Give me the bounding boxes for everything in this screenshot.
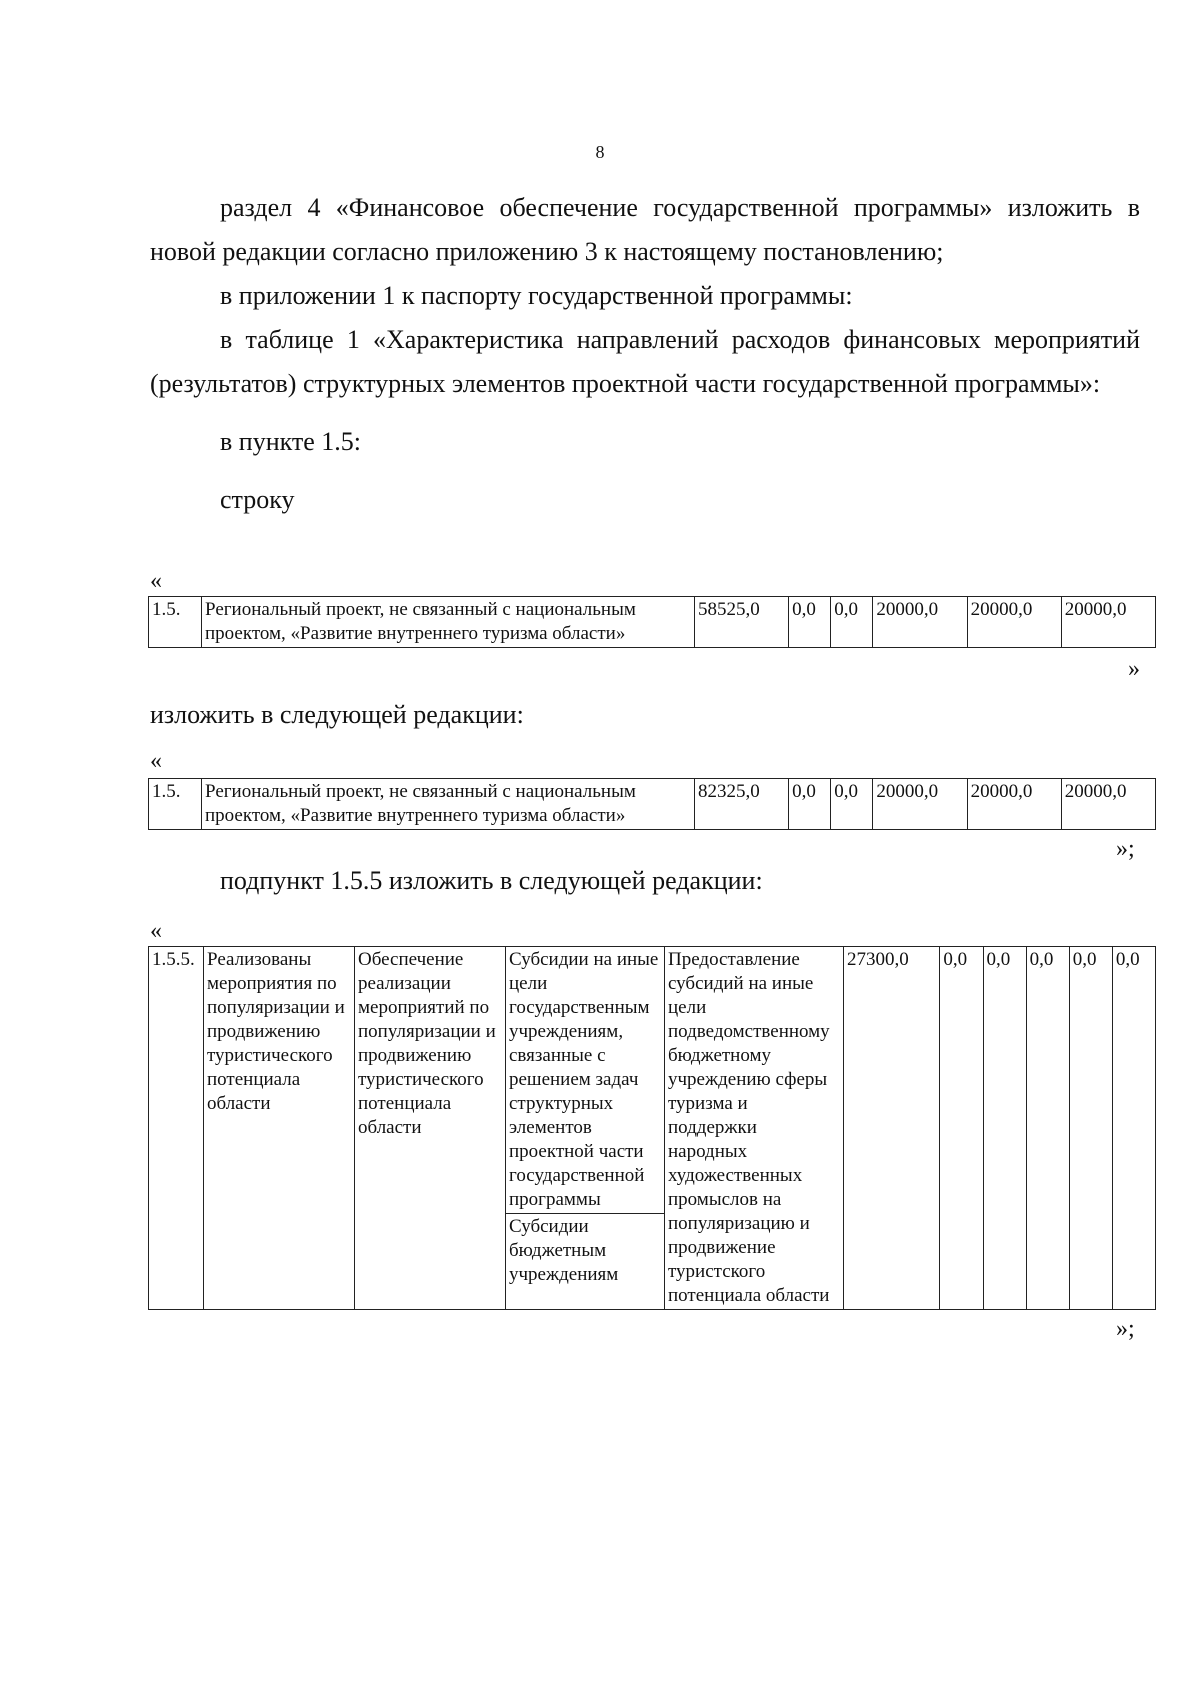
- value-cell: 0,0: [831, 597, 873, 648]
- quote-open-new: «: [150, 748, 162, 774]
- value-cell: 0,0: [1112, 947, 1155, 1310]
- quote-open-old: «: [150, 568, 162, 594]
- quote-close-old: »: [1128, 656, 1140, 682]
- paragraph-appendix-1: в приложении 1 к паспорту государственной программы:: [220, 281, 853, 310]
- value-cell: 0,0: [940, 947, 983, 1310]
- description-cell: Предоставление субсидий на иные цели подведомственному бюджетному учреждению сферы туризма и поддержки народных художественных промыслов на популяризацию и продвижение туристского потенциала области: [665, 947, 844, 1310]
- paragraph-row: строку: [220, 485, 295, 514]
- body-text: [150, 186, 1140, 522]
- table-row: [149, 597, 1156, 648]
- value-cell: 82325,0: [695, 779, 789, 830]
- value-cell: 0,0: [1069, 947, 1112, 1310]
- table-subpoint: [148, 946, 1156, 1310]
- value-cell: 20000,0: [967, 779, 1061, 830]
- value-cell: 20000,0: [1061, 597, 1155, 648]
- value-cell: 27300,0: [844, 947, 940, 1310]
- table-row: [149, 779, 1156, 830]
- expense-direction-cell: [506, 947, 665, 1310]
- page-number: 8: [595, 142, 605, 162]
- paragraph-table-1: в таблице 1 «Характеристика направлений расходов финансовых мероприятий (результатов) структурных элементов проектной части государственной программы»:: [150, 325, 1140, 398]
- value-cell: 0,0: [831, 779, 873, 830]
- table-row: [149, 947, 1156, 1310]
- value-cell: 20000,0: [873, 779, 967, 830]
- row-name: Региональный проект, не связанный с национальным проектом, «Развитие внутреннего туризма области»: [202, 597, 695, 648]
- value-cell: 0,0: [789, 597, 831, 648]
- value-cell: 0,0: [983, 947, 1026, 1310]
- value-cell: 20000,0: [967, 597, 1061, 648]
- value-cell: 20000,0: [1061, 779, 1155, 830]
- value-cell: 20000,0: [873, 597, 967, 648]
- table-old-row: [148, 596, 1156, 648]
- quote-open-sub: «: [150, 918, 162, 944]
- result-cell: Реализованы мероприятия по популяризации и продвижению туристического потенциала области: [204, 947, 355, 1310]
- quote-close-new: »;: [1116, 836, 1135, 862]
- value-cell: 0,0: [1026, 947, 1069, 1310]
- table-new-row: [148, 778, 1156, 830]
- paragraph-point-1-5: в пункте 1.5:: [220, 427, 362, 456]
- quote-close-sub: »;: [1116, 1316, 1135, 1342]
- row-name: Региональный проект, не связанный с национальным проектом, «Развитие внутреннего туризма области»: [202, 779, 695, 830]
- row-number: 1.5.5.: [149, 947, 204, 1310]
- heading-subpoint: подпункт 1.5.5 изложить в следующей редакции:: [220, 866, 763, 895]
- expense-direction-bottom: Субсидии бюджетным учреждениям: [509, 1216, 619, 1285]
- event-cell: Обеспечение реализации мероприятий по популяризации и продвижению туристического потенциала области: [355, 947, 506, 1310]
- expense-direction-top: Субсидии на иные цели государственным учреждениям, связанные с решением задач структурных элементов проектной части государственной программы: [506, 947, 664, 1214]
- value-cell: 0,0: [789, 779, 831, 830]
- row-number: 1.5.: [149, 597, 202, 648]
- value-cell: 58525,0: [695, 597, 789, 648]
- row-number: 1.5.: [149, 779, 202, 830]
- paragraph-section-4: раздел 4 «Финансовое обеспечение государственной программы» изложить в новой редакции согласно приложению 3 к настоящему постановлению;: [150, 193, 1140, 266]
- heading-new-edition: изложить в следующей редакции:: [150, 700, 524, 729]
